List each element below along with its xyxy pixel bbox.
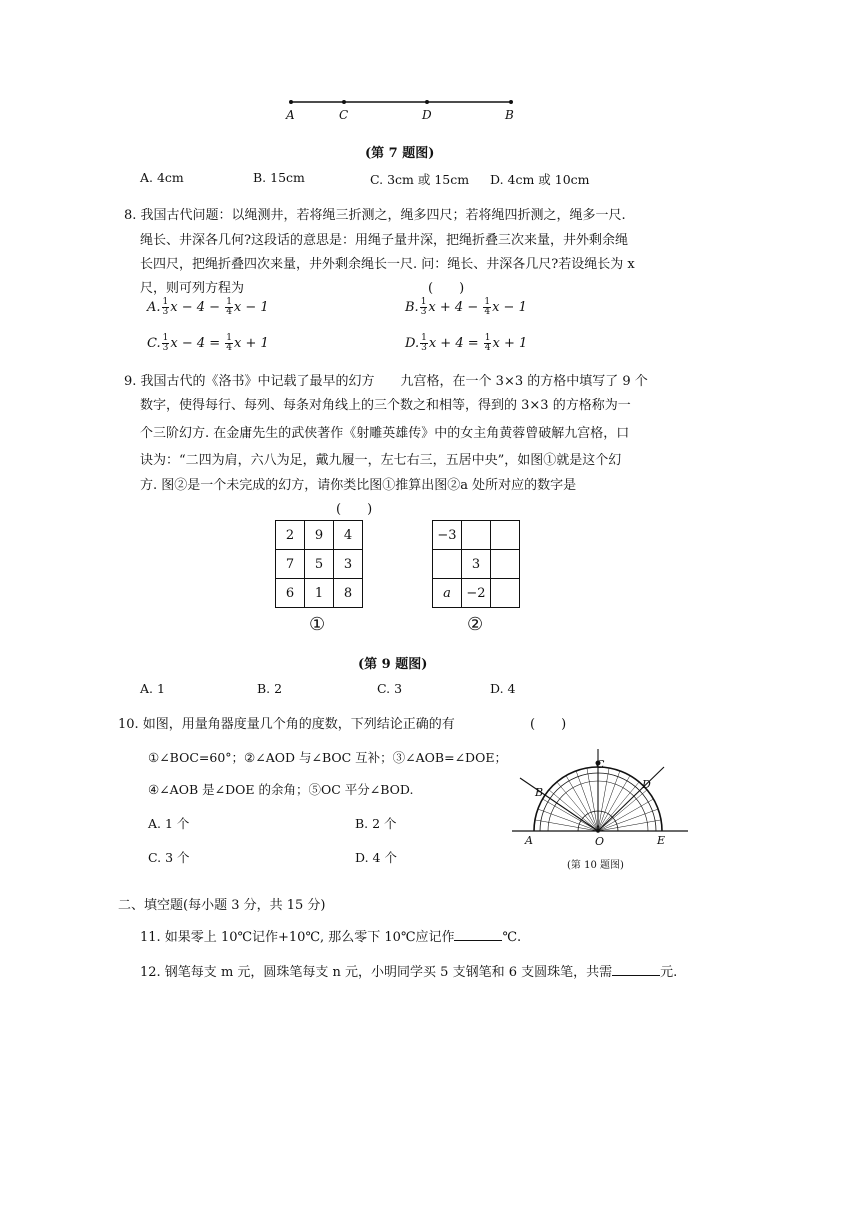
grid2-cell: −2 bbox=[462, 579, 491, 608]
figure-10-caption: (第 10 题图) bbox=[567, 860, 624, 871]
q8-option-d: D. $\frac{1}{3}$ x + 4 = $\frac{1}{4}$ x + 1 bbox=[405, 333, 528, 353]
q11: 11. 如果零上 10℃记作+10℃, 那么零下 10℃应记作 ℃. bbox=[140, 930, 522, 945]
q8-option-a: A. $\frac{1}{3}$ x − 4 − $\frac{1}{4}$ x − 1 bbox=[147, 297, 269, 317]
q9-line-5: 方. 图②是一个未完成的幻方，请你类比图①推算出图②a 处所对应的数字是 bbox=[140, 478, 577, 493]
grid2-cell: −3 bbox=[433, 521, 462, 550]
q9-option-b: B. 2 bbox=[257, 681, 283, 696]
magic-square-2 bbox=[432, 520, 520, 608]
q9-line-3: 个三阶幻方. 在金庸先生的武侠著作《射雕英雄传》中的女主角黄蓉曾破解九宫格，口 bbox=[140, 426, 630, 441]
q12: 12. 钢笔每支 m 元，圆珠笔每支 n 元，小明同学买 5 支钢笔和 6 支圆珠笔，共需 元. bbox=[140, 965, 678, 980]
q9-line-2: 数字，使得每行、每列、每条对角线上的三个数之和相等，得到的 3×3 的方格称为一 bbox=[140, 398, 631, 413]
point-label-c: C bbox=[339, 108, 349, 122]
grid1-cell: 9 bbox=[305, 521, 334, 550]
grid1-cell: 1 bbox=[305, 579, 334, 608]
q10-option-d: D. 4 个 bbox=[355, 850, 397, 865]
figure-1-label: ① bbox=[309, 614, 326, 635]
grid1-cell: 6 bbox=[276, 579, 305, 608]
protractor-label-a: A bbox=[525, 834, 533, 847]
point-label-a: A bbox=[286, 108, 295, 122]
grid1-cell: 8 bbox=[334, 579, 363, 608]
q8-answer-paren: ( ) bbox=[428, 281, 465, 296]
grid2-cell bbox=[491, 550, 520, 579]
grid2-cell bbox=[491, 521, 520, 550]
q7-option-c: C. 3cm 或 15cm bbox=[370, 172, 470, 187]
grid1-cell: 4 bbox=[334, 521, 363, 550]
q10-option-c: C. 3 个 bbox=[148, 850, 190, 865]
q7-option-a: A. 4cm bbox=[140, 170, 184, 185]
protractor-label-c: C bbox=[596, 758, 605, 771]
figure-2-label: ② bbox=[467, 614, 484, 635]
q9-option-d: D. 4 bbox=[490, 681, 516, 696]
q10-option-a: A. 1 个 bbox=[148, 816, 190, 831]
grid2-cell bbox=[462, 521, 491, 550]
protractor-label-e: E bbox=[657, 834, 666, 847]
q9-line-4: 诀为：“二四为肩，六八为足，戴九履一，左七右三，五居中央”，如图①就是这个幻 bbox=[140, 453, 622, 468]
protractor-label-d: D bbox=[642, 778, 651, 791]
q7-option-b: B. 15cm bbox=[253, 170, 305, 185]
q10-option-b: B. 2 个 bbox=[355, 816, 397, 831]
q12-blank[interactable] bbox=[612, 963, 660, 976]
grid2-cell-a: a bbox=[433, 579, 462, 608]
q10-answer-paren: ( ) bbox=[530, 717, 567, 732]
q8-option-c: C. $\frac{1}{3}$ x − 4 = $\frac{1}{4}$ x + 1 bbox=[147, 333, 269, 353]
protractor-label-b: B bbox=[535, 786, 544, 799]
q8-option-b: B. $\frac{1}{3}$ x + 4 − $\frac{1}{4}$ x − 1 bbox=[405, 297, 527, 317]
protractor-label-o: O bbox=[595, 835, 605, 848]
q8-line-1: 8. 我国古代问题：以绳测井，若将绳三折测之，绳多四尺；若将绳四折测之，绳多一尺. bbox=[124, 208, 626, 223]
q9-option-a: A. 1 bbox=[140, 681, 165, 696]
grid1-cell: 3 bbox=[334, 550, 363, 579]
figure-7-segment bbox=[280, 92, 520, 124]
section-2-heading: 二、填空题(每小题 3 分，共 15 分) bbox=[118, 898, 326, 913]
q9-answer-paren: ( ) bbox=[336, 502, 373, 517]
q10-statement-2: ④∠AOB 是∠DOE 的余角；⑤OC 平分∠BOD. bbox=[148, 782, 414, 797]
q11-blank[interactable] bbox=[454, 928, 502, 941]
grid2-cell bbox=[491, 579, 520, 608]
figure-7-caption: (第 7 题图) bbox=[365, 146, 435, 161]
grid1-cell: 5 bbox=[305, 550, 334, 579]
magic-square-1 bbox=[275, 520, 363, 608]
q8-line-4: 尺，则可列方程为 bbox=[140, 281, 245, 296]
q9-option-c: C. 3 bbox=[377, 681, 403, 696]
grid2-cell: 3 bbox=[462, 550, 491, 579]
point-label-b: B bbox=[505, 108, 514, 122]
point-label-d: D bbox=[422, 108, 432, 122]
q10-stem: 10. 如图，用量角器度量几个角的度数，下列结论正确的有 bbox=[118, 717, 455, 732]
q8-line-2: 绳长、井深各几何?这段话的意思是：用绳子量井深，把绳折叠三次来量，井外剩余绳 bbox=[140, 233, 628, 248]
q7-option-d: D. 4cm 或 10cm bbox=[490, 172, 590, 187]
q8-line-3: 长四尺，把绳折叠四次来量，井外剩余绳长一尺. 问：绳长、井深各几尺?若设绳长为 x bbox=[140, 257, 635, 272]
grid1-cell: 2 bbox=[276, 521, 305, 550]
q10-statement-1: ①∠BOC=60°；②∠AOD 与∠BOC 互补；③∠AOB=∠DOE； bbox=[148, 750, 507, 765]
q9-line-1: 9. 我国古代的《洛书》中记载了最早的幻方 九宫格，在一个 3×3 的方格中填写了 9 个 bbox=[124, 374, 648, 389]
figure-9-caption: (第 9 题图) bbox=[358, 657, 428, 672]
grid2-cell bbox=[433, 550, 462, 579]
grid1-cell: 7 bbox=[276, 550, 305, 579]
